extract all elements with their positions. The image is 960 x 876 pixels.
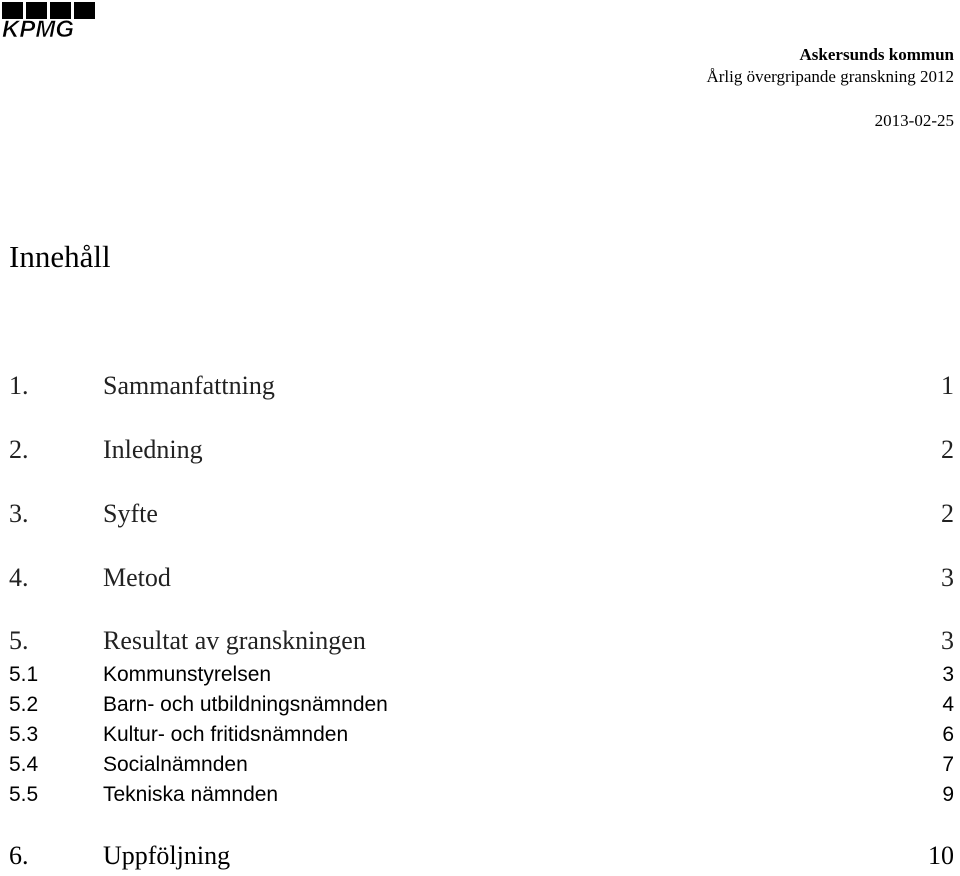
toc-subentry-page: 3 (942, 663, 954, 686)
toc-subentry-number: 5.1 (9, 663, 39, 686)
toc-subentry-number: 5.5 (9, 783, 39, 806)
toc-entry-label: Uppföljning (103, 841, 231, 870)
toc-entry[interactable] (9, 625, 954, 657)
toc-subentry-page: 4 (942, 693, 954, 716)
toc-subentry-number: 5.3 (9, 723, 39, 746)
toc-subentry-label: Kommunstyrelsen (103, 663, 272, 686)
document-subtitle: Årlig övergripande granskning 2012 (706, 67, 954, 86)
toc-subentry-label: Tekniska nämnden (103, 783, 279, 806)
toc-entry-number: 2. (9, 435, 29, 464)
document-date: 2013-02-25 (874, 111, 954, 130)
toc-entry-number: 6. (9, 841, 29, 870)
organization-name: Askersunds kommun (799, 45, 954, 64)
toc-entry-label: Resultat av granskningen (103, 626, 366, 655)
toc-entry[interactable] (9, 840, 954, 872)
toc-entry-page: 2 (941, 499, 954, 528)
toc-subentry-number: 5.2 (9, 693, 39, 716)
toc-subentry-page: 9 (942, 783, 954, 806)
toc-subentry[interactable] (9, 752, 954, 778)
toc-entry-page: 1 (941, 371, 954, 400)
toc-entry-label: Inledning (103, 435, 203, 464)
toc-entry[interactable] (9, 434, 954, 466)
toc-subentry[interactable] (9, 692, 954, 718)
toc-entry-number: 4. (9, 563, 29, 592)
kpmg-logo-wordmark: KPMG (2, 16, 74, 38)
toc-subentry[interactable] (9, 662, 954, 688)
toc-subentry-page: 7 (942, 753, 954, 776)
toc-entry[interactable] (9, 370, 954, 402)
toc-entry-page: 10 (928, 841, 954, 870)
toc-entry-label: Sammanfattning (103, 371, 275, 400)
toc-title: Innehåll (9, 239, 111, 274)
toc-subentry-label: Kultur- och fritidsnämnden (103, 723, 349, 746)
toc-subentry-label: Barn- och utbildningsnämnden (103, 693, 388, 716)
toc-entry-number: 5. (9, 626, 29, 655)
toc-entry-page: 2 (941, 435, 954, 464)
toc-subentry-page: 6 (942, 723, 954, 746)
toc-entry-page: 3 (941, 563, 954, 592)
toc-entry-label: Syfte (103, 499, 158, 528)
toc-entry-number: 3. (9, 499, 29, 528)
toc-entry-number: 1. (9, 371, 29, 400)
toc-subentry[interactable] (9, 722, 954, 748)
toc-subentry[interactable] (9, 782, 954, 808)
toc-subentry-number: 5.4 (9, 753, 39, 776)
toc-entry[interactable] (9, 498, 954, 530)
toc-subentry-label: Socialnämnden (103, 753, 248, 776)
toc-entry-label: Metod (103, 563, 171, 592)
table-of-contents (9, 0, 954, 876)
toc-entry-page: 3 (941, 626, 954, 655)
toc-entry[interactable] (9, 562, 954, 594)
